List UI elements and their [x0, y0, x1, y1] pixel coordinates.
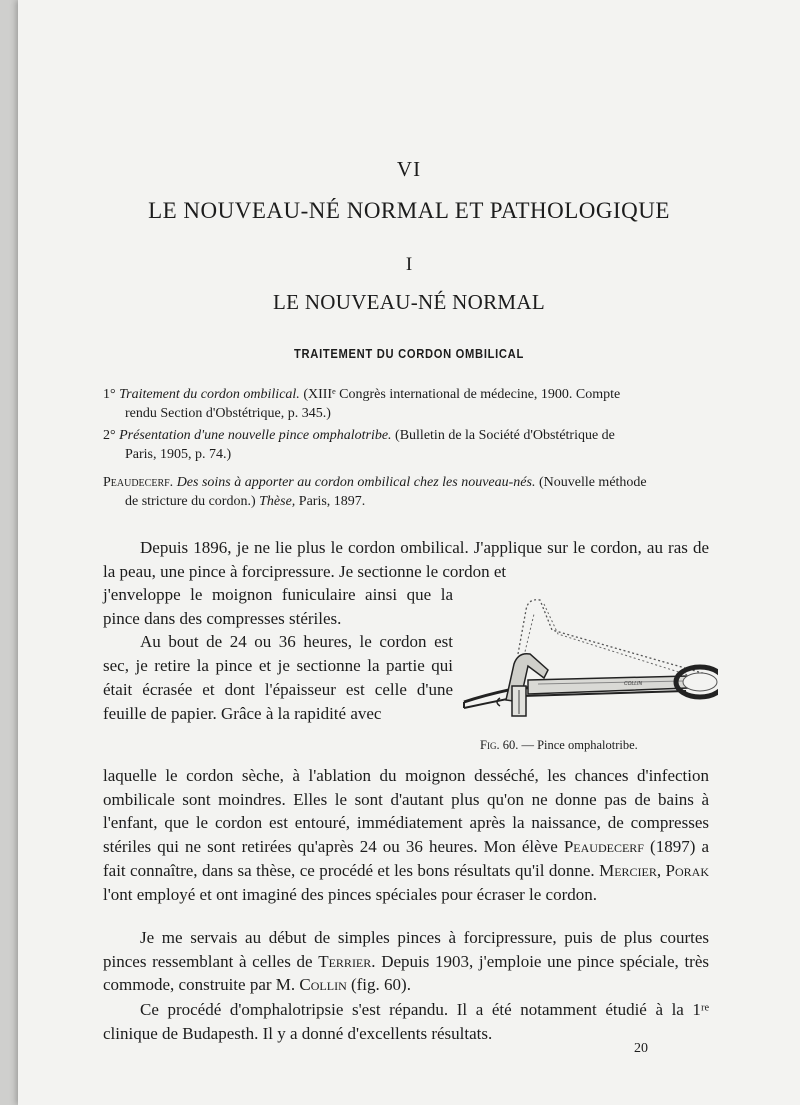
caption-text: — Pince omphalotribe. — [518, 738, 638, 752]
entry-details: (Bulletin de la Société d'Obstétrique de — [391, 428, 615, 443]
entry-details: (XIIIᵉ Congrès international de médecine, 1900. Compte — [299, 387, 621, 402]
entry-title: Des soins à apporter au cordon ombilical chez les nouveau-nés. — [173, 475, 536, 490]
part-numeral: VI — [396, 157, 422, 181]
author-name: Terrier — [318, 951, 372, 971]
paragraph-3: Je me servais au début de simples pinces à forcipressure, puis de plus courtes pinces ressemblant à celles de Terrier. Depuis 1903, j'emploie une pince spéciale, très commode, construite par M. Collin (fig. 60). — [103, 928, 709, 995]
paragraph-2-wrap: Au bout de 24 ou 36 heures, le cordon est sec, je retire la pince et je sectionne la partie qui était écrasée et dont l'épaisseur est celle d'une feuille de papier. Grâce à la rapidité avec — [103, 632, 453, 723]
chapter-title: LE NOUVEAU-NÉ NORMAL — [273, 290, 545, 314]
part-title: LE NOUVEAU-NÉ NORMAL ET PATHOLOGIQUE — [148, 198, 670, 223]
paragraph-1-full: Depuis 1896, je ne lie plus le cordon ombilical. J'applique sur le cordon, au ras de la peau, une pince à forcipressure. Je sectionne le cordon et — [103, 538, 709, 581]
entry-details: (Nouvelle méthode — [535, 475, 647, 490]
maker-engraving: COLLIN — [624, 681, 643, 687]
maker-name: Collin — [299, 975, 347, 995]
paragraph-2-full: laquelle le cordon sèche, à l'ablation du moignon desséché, les chances d'infection ombilicale sont moindres. Elles le sont d'autant plus qu'on ne donne pas de bains à l'enfant, que le cordon est entouré, immédiatement après la naissance, de compresses stériles qui ne sont retirées qu'après 24 ou 36 heures. Mon élève Peaudecerf (1897) a fait connaître, dans sa thèse, ce procédé et les bons résultats qu'il donne. Mercier, Porak l'ont employé et ont imaginé des pinces spéciales pour écraser le cordon. — [103, 766, 710, 904]
caption-label: Fig. 60. — [480, 738, 519, 752]
author-name: Mercier — [599, 860, 657, 880]
paragraph-4: Ce procédé d'omphalotripsie s'est répandu. Il a été notamment étudié à la 1ʳᵉ clinique de Budapesth. Il y a donné d'excellents résultats. — [103, 1000, 709, 1043]
entry-author: Peaudecerf. — [103, 475, 174, 490]
bibliography-entry-2 — [103, 426, 711, 464]
book-page — [18, 0, 800, 1105]
figure-caption — [480, 738, 638, 753]
entry-details-cont: Paris, 1905, p. 74.) — [125, 447, 232, 462]
paragraph-wrap-block — [103, 583, 453, 725]
bibliography-entry-3 — [103, 473, 711, 511]
paragraph-1-wrap: j'enveloppe le moignon funiculaire ainsi que la pince dans des compresses stériles. — [103, 585, 453, 628]
entry-place-year: Paris, 1897. — [295, 494, 366, 509]
bibliography-entry-1 — [103, 385, 711, 423]
forceps-figure — [448, 590, 718, 730]
entry-number: 1° — [103, 387, 116, 402]
entry-title: Traitement du cordon ombilical. — [119, 387, 300, 402]
author-name: Peaudecerf — [563, 837, 644, 857]
entry-title: Présentation d'une nouvelle pince omphalotribe. — [119, 428, 392, 443]
omphalotribe-forceps-illustration — [448, 590, 718, 730]
section-title: TRAITEMENT DU CORDON OMBILICAL — [294, 346, 524, 361]
page-number: 20 — [634, 1041, 648, 1056]
chapter-numeral: I — [405, 254, 413, 275]
entry-details-cont: de stricture du cordon.) — [125, 494, 260, 509]
entry-number: 2° — [103, 428, 116, 443]
entry-thesis: Thèse, — [259, 494, 296, 509]
author-name: Porak — [665, 860, 710, 880]
entry-details-cont: rendu Section d'Obstétrique, p. 345.) — [125, 406, 331, 421]
